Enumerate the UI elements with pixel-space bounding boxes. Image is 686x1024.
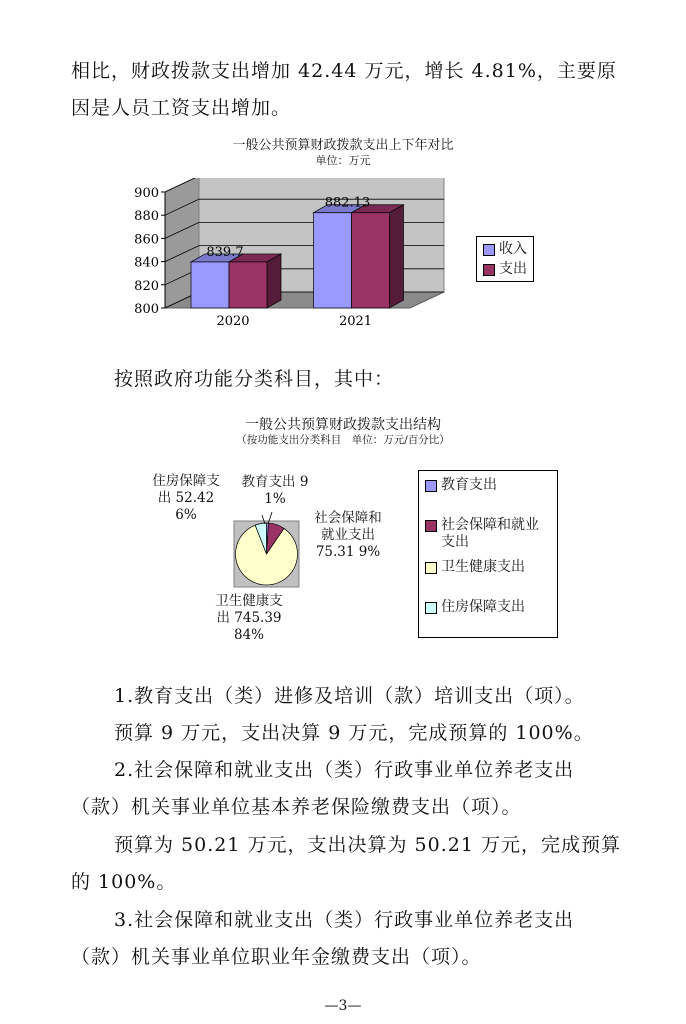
pie-chart-subtitle: （按功能支出分类科目 单位：万元/百分比） <box>236 434 450 446</box>
paragraph-line: 预算为 50.21 万元，支出决算为 50.21 万元，完成预算 <box>114 834 621 856</box>
bar-chart-subtitle: 单位：万元 <box>315 154 371 167</box>
y-tick-label: 840 <box>134 255 159 271</box>
data-label: 839.7 <box>206 244 244 260</box>
pie-chart-title: 一般公共预算财政拨款支出结构 <box>245 417 441 433</box>
bar-支出-2020 <box>229 262 267 308</box>
bar-支出-2021 <box>352 213 390 308</box>
legend-swatch-income <box>483 244 495 256</box>
legend-label-education: 教育支出 <box>441 477 497 493</box>
legend-swatch-expense <box>483 264 495 276</box>
pie-label-education: 教育支出 9 1% <box>241 474 309 507</box>
paragraph-line: 按照政府功能分类科目，其中： <box>114 368 395 390</box>
legend-label-social: 社会保障和就业 支出 <box>441 517 539 550</box>
bar-收入-2020 <box>191 262 229 308</box>
paragraph-line: 的 100%。 <box>71 871 177 893</box>
bar-chart <box>0 178 686 348</box>
legend-swatch-social <box>425 520 437 532</box>
paragraph-line: 3.社会保障和就业支出（类）行政事业单位养老支出 <box>114 909 575 931</box>
paragraph-line: 相比，财政拨款支出增加 42.44 万元，增长 4.81%，主要原 <box>71 60 617 82</box>
paragraph-line: 因是人员工资支出增加。 <box>71 97 292 119</box>
legend-label-housing: 住房保障支出 <box>441 599 525 615</box>
legend-swatch-health <box>425 562 437 574</box>
bar-chart-title: 一般公共预算财政拨款支出上下年对比 <box>232 138 454 153</box>
y-tick-label: 820 <box>134 278 159 294</box>
legend-swatch-housing <box>425 602 437 614</box>
legend-label-health: 卫生健康支出 <box>441 559 525 575</box>
pie-chart-legend <box>418 470 558 638</box>
paragraph-line: （款）机关事业单位职业年金缴费支出（项）。 <box>71 946 482 968</box>
paragraph-line: 预算 9 万元，支出决算 9 万元，完成预算的 100%。 <box>114 722 594 744</box>
legend-label-expense: 支出 <box>499 261 527 277</box>
pie-label-social: 社会保障和 就业支出 75.31 9% <box>314 510 382 560</box>
legend-swatch-education <box>425 480 437 492</box>
y-tick-label: 860 <box>134 232 159 248</box>
bar-收入-2021 <box>314 213 352 308</box>
data-label: 882.13 <box>324 195 371 211</box>
bar-side <box>267 254 281 308</box>
legend-label-income: 收入 <box>499 241 527 257</box>
x-tick-label: 2021 <box>338 314 373 329</box>
y-tick-label: 880 <box>134 209 159 225</box>
bar-chart-legend <box>476 236 534 282</box>
x-tick-label: 2020 <box>216 314 250 329</box>
page-number: —3— <box>324 998 362 1014</box>
y-tick-label: 900 <box>134 186 159 201</box>
paragraph-line: 1.教育支出（类）进修及培训（款）培训支出（项）。 <box>114 685 585 707</box>
bar-side <box>390 205 404 308</box>
pie-label-health: 卫生健康支 出 745.39 84% <box>215 593 283 643</box>
paragraph-line: 2.社会保障和就业支出（类）行政事业单位养老支出 <box>114 759 575 781</box>
pie-label-housing: 住房保障支 出 52.42 6% <box>152 473 220 523</box>
paragraph-line: （款）机关事业单位基本养老保险缴费支出（项）。 <box>71 796 522 818</box>
y-tick-label: 800 <box>134 302 159 317</box>
